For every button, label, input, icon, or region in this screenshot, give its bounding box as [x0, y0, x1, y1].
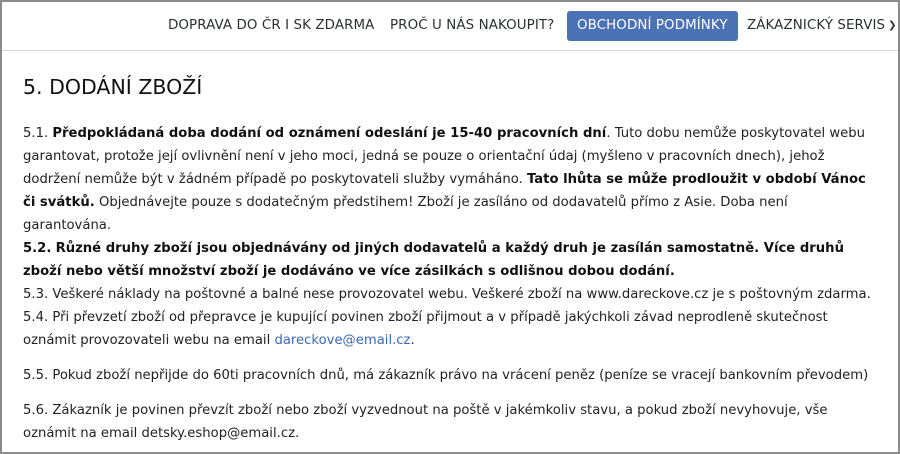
paragraph-5-6: 5.6. Zákazník je povinen převzít zboží nebo zboží vyzvednout na poště v jakémkoliv stavu, a pokud zboží nevyhovuje, vše oznámit na email detsky.eshop@email.cz.	[23, 403, 828, 441]
spacer	[23, 352, 878, 364]
main-content	[23, 72, 878, 445]
spacer	[23, 387, 878, 399]
bold-text: Různé druhy zboží jsou objednávány od jiných dodavatelů a každý druh je zasílán samostatně. Více druhů zboží nebo větší množství zboží je dodáváno ve více zásilkách s odlišnou dobou dodání.	[23, 241, 844, 279]
paragraph-5-5: 5.5. Pokud zboží nepřijde do 60ti pracovních dnů, má zákazník právo na vrácení peněz (peníze se vracejí bankovním převodem)	[23, 368, 869, 383]
body-text: .	[410, 333, 415, 348]
paragraph-5-1	[23, 122, 878, 237]
top-navigation	[2, 2, 898, 51]
email-link[interactable]: dareckove@email.cz	[274, 333, 411, 348]
paragraph-5-4	[23, 306, 878, 352]
paragraph-5-3: 5.3. Veškeré náklady na poštovné a balné nese provozovatel webu. Veškeré zboží na www.dareckove.cz je s poštovným zdarma.	[23, 287, 871, 302]
nav-item-doprava[interactable]: DOPRAVA DO ČR I SK ZDARMA	[168, 18, 375, 33]
paragraph-5-2	[23, 237, 878, 283]
chevron-down-icon: ❯	[888, 20, 897, 31]
body-text: 5.4. Při převzetí zboží od přepravce je kupující povinen zboží přijmout a v případě jakýchkoli závad neprodleně skutečnost oznámit provozovateli webu na email	[23, 310, 828, 348]
page-title: 5. DODÁNÍ ZBOŽÍ	[23, 75, 203, 99]
bold-text: Tato lhůta se může prodloužit v období Vánoc či svátků.	[23, 172, 866, 210]
nav-item-obchodni-podminky[interactable]: OBCHODNÍ PODMÍNKY	[567, 11, 738, 41]
body-text: . Tuto dobu nemůže poskytovatel webu garantovat, protože její ovlivnění není v jeho moci, jedná se pouze o orientační údaj (myšleno v pracovních dnech), jehož dodržení nemůže být v žádném případě po poskytovateli služby vymáháno.	[23, 126, 865, 187]
body-text: Objednávejte pouze s dodatečným předstihem! Zboží je zasíláno od dodavatelů přímo z Asie. Doba není garantována.	[23, 195, 788, 233]
terms-body	[23, 122, 878, 445]
nav-item-zakaznicky-servis[interactable]	[747, 11, 897, 41]
paragraph-number: 5.1.	[23, 126, 49, 141]
nav-item-proc-u-nas[interactable]: PROČ U NÁS NAKOUPIT?	[390, 18, 555, 33]
paragraph-number: 5.2.	[23, 241, 52, 256]
nav-item-label: ZÁKAZNICKÝ SERVIS	[747, 18, 886, 33]
bold-text: Předpokládaná doba dodání od oznámení odeslání je 15-40 pracovních dní	[52, 126, 607, 141]
